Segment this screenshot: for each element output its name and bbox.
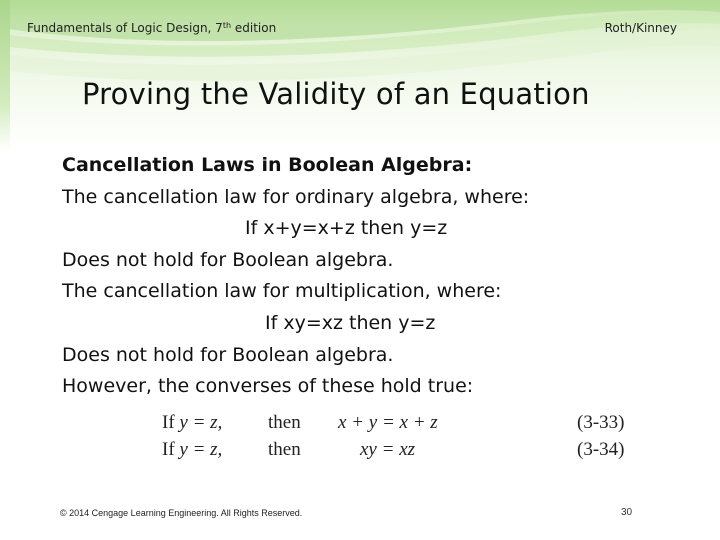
equation-number: (3-33): [577, 412, 625, 433]
equation-expression: x + y = x + z: [338, 412, 438, 433]
then-label: then: [268, 439, 301, 460]
law-statement-addition: If x+y=x+z then y=z: [245, 217, 448, 240]
if-label: If: [162, 439, 175, 460]
condition: y = z,: [179, 439, 223, 460]
body-line: However, the converses of these hold true:: [62, 375, 474, 398]
authors: Roth/Kinney: [604, 21, 677, 35]
slide-body: [62, 150, 682, 403]
book-title: [27, 21, 276, 35]
book-title-prefix: Fundamentals of Logic Design, 7: [27, 21, 223, 35]
copyright-notice: © 2014 Cengage Learning Engineering. All Rights Reserved.: [60, 508, 303, 518]
equation-expression: xy = xz: [360, 439, 416, 460]
equation-condition: [162, 412, 222, 434]
condition: y = z,: [179, 412, 223, 433]
equation-number: (3-34): [577, 439, 625, 460]
body-line: Does not hold for Boolean algebra.: [62, 343, 394, 366]
left-accent-stripe: [0, 0, 10, 150]
law-statement-multiplication: If xy=xz then y=z: [265, 311, 436, 334]
body-line: The cancellation law for multiplication, where:: [62, 280, 502, 303]
equation-condition: [162, 439, 222, 461]
if-label: If: [162, 412, 175, 433]
body-line: The cancellation law for ordinary algebra, where:: [62, 185, 530, 208]
then-label: then: [268, 412, 301, 433]
edition-superscript: th: [222, 21, 232, 30]
equation-row: [0, 439, 720, 465]
page-number: 30: [621, 507, 633, 518]
body-line: Does not hold for Boolean algebra.: [62, 248, 394, 271]
section-heading: Cancellation Laws in Boolean Algebra:: [62, 154, 473, 176]
equation-row: [0, 412, 720, 438]
slide-title: Proving the Validity of an Equation: [82, 77, 590, 111]
book-title-suffix: edition: [231, 21, 277, 35]
